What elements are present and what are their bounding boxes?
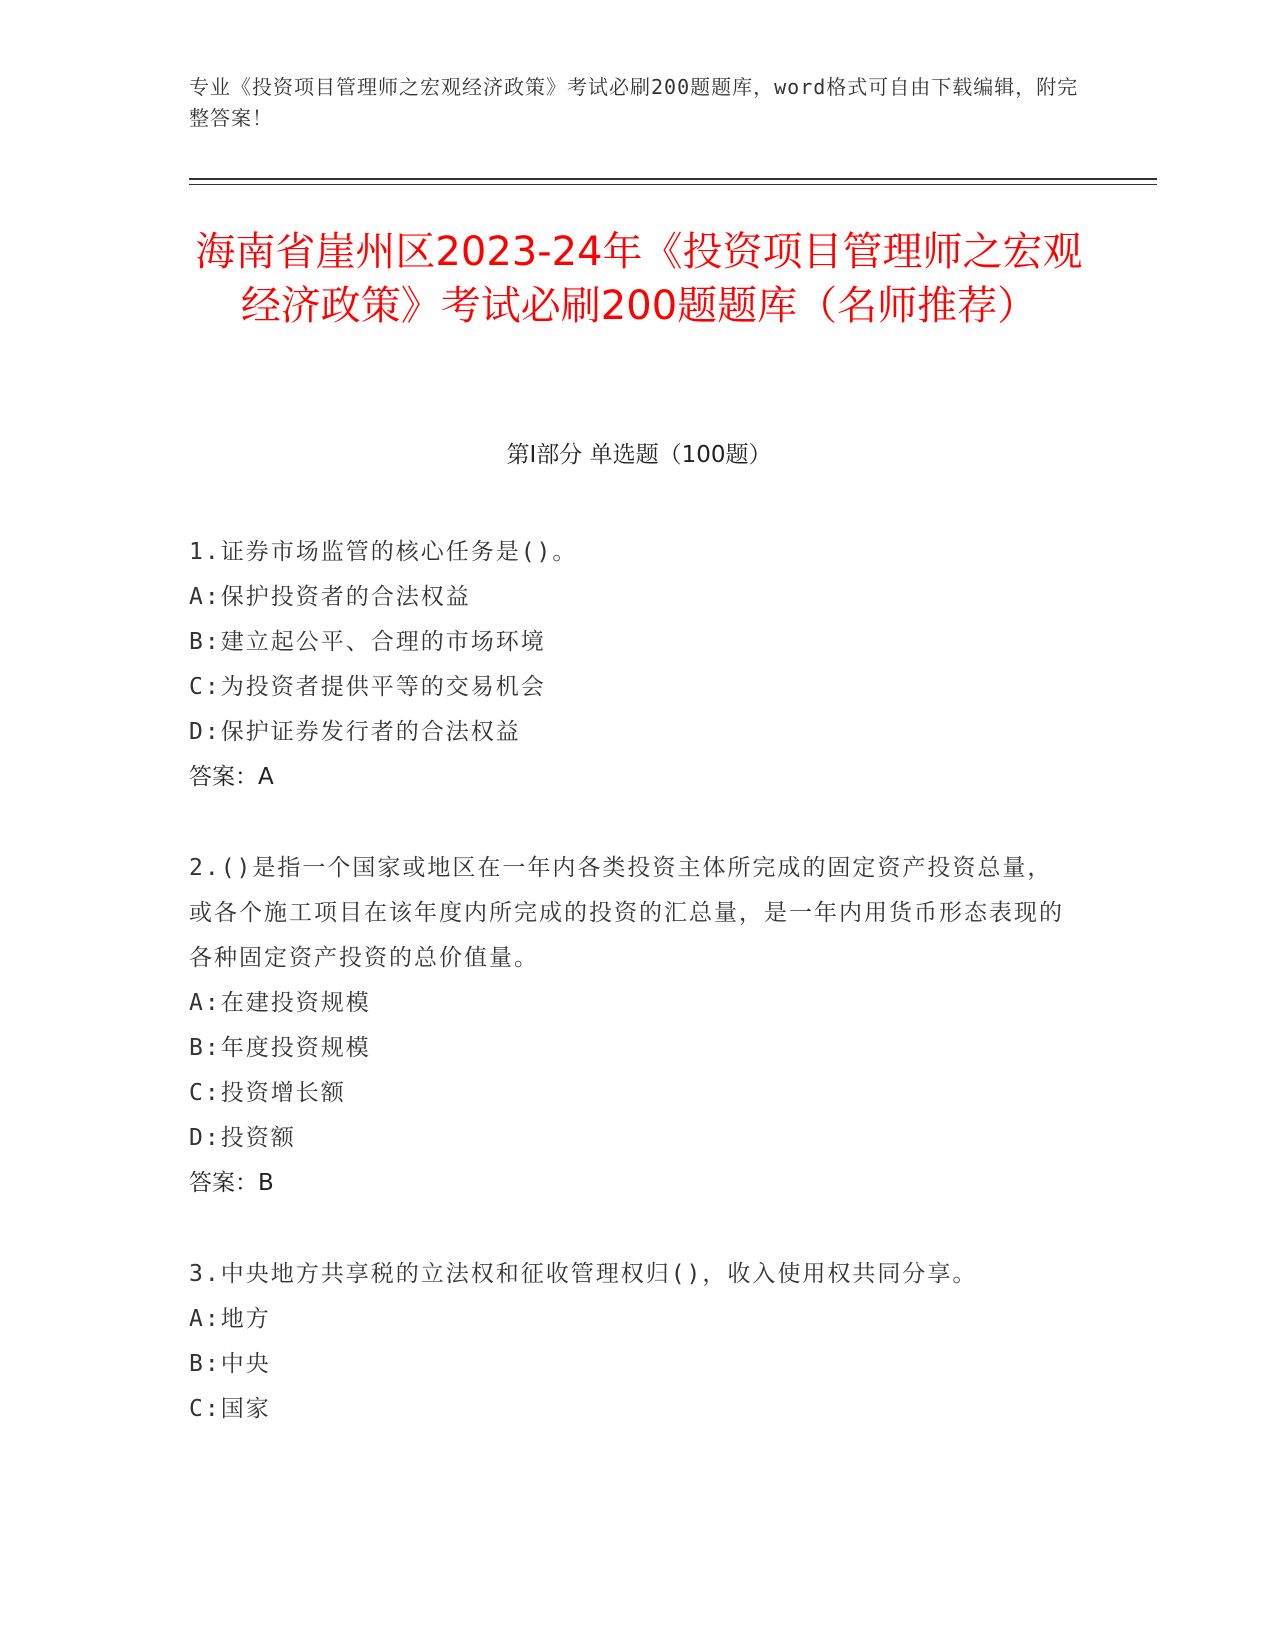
answer: 答案：B [189, 1170, 274, 1196]
answer: 答案：A [189, 764, 274, 790]
option-c: C:为投资者提供平等的交易机会 [189, 674, 546, 700]
header-divider-thin [189, 184, 1157, 185]
question-2 [189, 846, 1069, 1206]
option-c: C:国家 [189, 1396, 271, 1422]
document-title: 海南省崖州区2023-24年《投资项目管理师之宏观经济政策》考试必刷200题题库（名师推荐） [195, 229, 1083, 329]
question-stem: 3.中央地方共享税的立法权和征收管理权归()，收入使用权共同分享。 [189, 1261, 978, 1287]
option-d: D:投资额 [189, 1125, 296, 1151]
header-note: 专业《投资项目管理师之宏观经济政策》考试必刷200题题库，word格式可自由下载编辑，附完整答案！ [189, 75, 1079, 130]
option-a: A:在建投资规模 [189, 990, 371, 1016]
option-b: B:建立起公平、合理的市场环境 [189, 629, 546, 655]
option-a: A:地方 [189, 1306, 271, 1332]
option-b: B:中央 [189, 1351, 271, 1377]
question-3 [189, 1252, 1069, 1432]
question-list [189, 530, 1069, 1478]
option-a: A:保护投资者的合法权益 [189, 584, 471, 610]
section-title: 第Ⅰ部分 单选题（100题） [506, 442, 772, 468]
question-1 [189, 530, 1069, 800]
question-stem: 1.证券市场监管的核心任务是()。 [189, 539, 578, 565]
question-stem: 2.()是指一个国家或地区在一年内各类投资主体所完成的固定资产投资总量，或各个施工项目在该年度内所完成的投资的汇总量，是一年内用货币形态表现的各种固定资产投资的总价值量。 [189, 855, 1064, 971]
option-c: C:投资增长额 [189, 1080, 346, 1106]
option-d: D:保护证券发行者的合法权益 [189, 719, 521, 745]
option-b: B:年度投资规模 [189, 1035, 371, 1061]
header-divider-thick [189, 178, 1157, 180]
